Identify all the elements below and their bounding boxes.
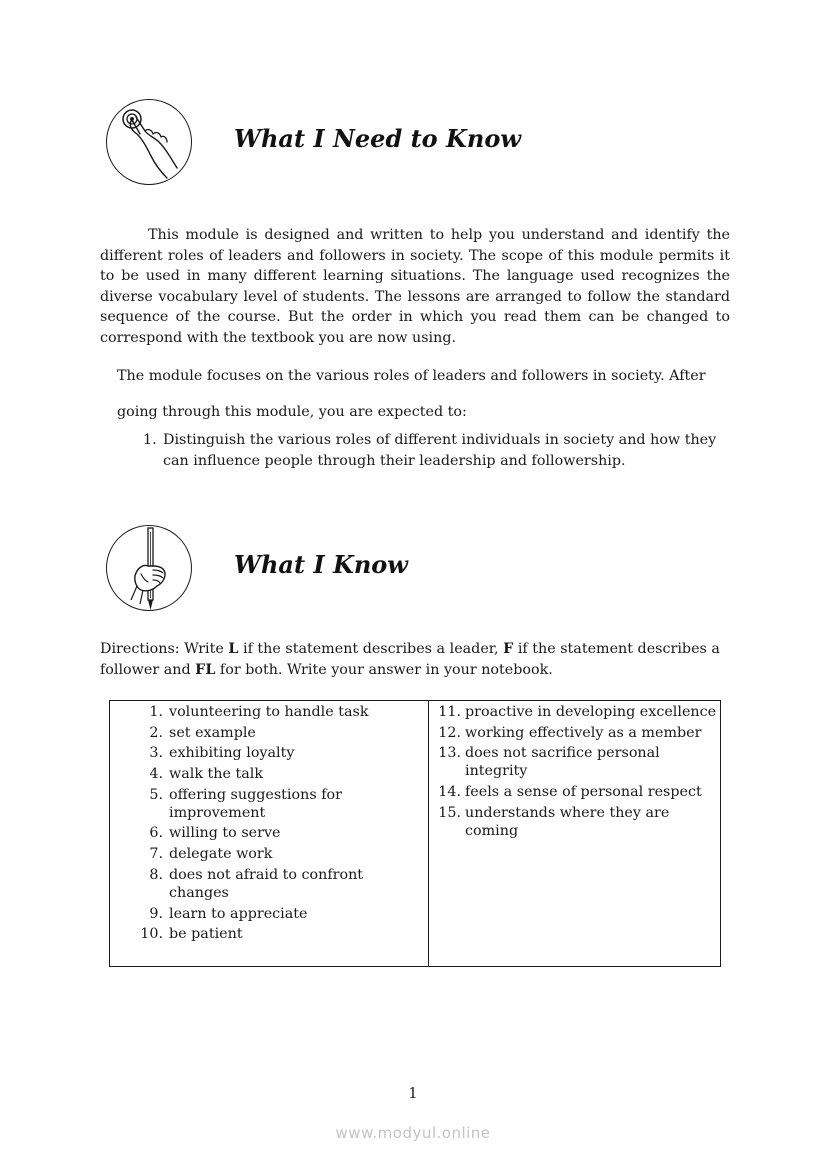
statements-list-right	[429, 703, 720, 840]
statement-number: 12.	[438, 724, 461, 741]
statements-table	[109, 700, 721, 967]
statement-number: 8.	[149, 866, 163, 883]
statement-item	[110, 703, 428, 721]
statement-number: 6.	[149, 825, 163, 842]
statement-item	[110, 724, 428, 742]
directions-prefix: Directions: Write	[100, 641, 229, 657]
code-follower: F	[503, 641, 514, 657]
statement-item	[110, 824, 428, 842]
statement-text: exhibiting loyalty	[169, 745, 295, 762]
objective-number: 1.	[143, 432, 157, 448]
statement-item	[110, 845, 428, 863]
intro-paragraph-text: This module is designed and written to help you understand and identify the different roles of leaders and followers in society. The scope of this module permits it to be used in many different learning situations. The language used recognizes the diverse vocabulary level of students. The lessons are arranged to follow the standard sequence of the course. But the order in which you read them can be changed to correspond with the textbook you are now using.	[100, 227, 730, 346]
statement-number: 2.	[149, 724, 163, 741]
statement-text: proactive in developing excellence	[465, 704, 717, 720]
statements-column-left	[110, 701, 429, 967]
watermark: www.modyul.online	[335, 1124, 491, 1142]
statements-column-right	[429, 701, 721, 967]
statement-text: working effectively as a member	[465, 724, 702, 741]
statement-number: 13.	[438, 745, 461, 762]
focus-line-1: The module focuses on the various roles of leaders and followers in society. After	[117, 368, 706, 384]
statement-item	[429, 783, 720, 801]
objective-text: Distinguish the various roles of different individuals in society and how they can influence people through their leadership and followership.	[163, 432, 717, 469]
statement-text: understands where they are coming	[465, 804, 670, 839]
statement-item	[429, 724, 720, 742]
statement-text: volunteering to handle task	[169, 704, 369, 720]
statement-number: 15.	[438, 804, 461, 821]
statement-text: willing to serve	[169, 825, 281, 842]
statement-item	[110, 765, 428, 783]
section-title-what-i-need-to-know: What I Need to Know	[234, 124, 522, 153]
directions-suffix: for both. Write your answer in your notebook.	[215, 661, 553, 678]
statement-text: learn to appreciate	[169, 905, 308, 922]
intro-paragraph	[100, 225, 730, 348]
statement-number: 3.	[149, 745, 163, 762]
focus-line-2: going through this module, you are expected to:	[117, 404, 467, 420]
statement-number: 11.	[438, 704, 461, 720]
statements-list-left	[110, 703, 428, 943]
statement-text: delegate work	[169, 846, 273, 863]
statement-number: 10.	[140, 926, 163, 943]
statement-item	[429, 703, 720, 721]
statement-item	[429, 804, 720, 840]
statement-item	[110, 744, 428, 762]
statement-item	[110, 866, 428, 902]
statement-number: 5.	[149, 786, 163, 803]
code-leader: L	[228, 641, 239, 657]
statement-item	[110, 905, 428, 923]
statement-item	[110, 925, 428, 943]
page-number: 1	[408, 1086, 418, 1102]
objective-item	[143, 430, 733, 471]
statement-number: 1.	[149, 704, 163, 720]
statement-text: feels a sense of personal respect	[465, 784, 702, 801]
pointing-hand-icon	[106, 99, 192, 185]
statement-number: 4.	[149, 766, 163, 783]
hand-holding-pencil-icon	[106, 525, 192, 611]
statement-number: 7.	[149, 846, 163, 863]
statement-text: set example	[169, 724, 256, 741]
directions	[100, 639, 730, 680]
statement-text: does not sacrifice personal integrity	[465, 745, 660, 780]
statement-item	[110, 786, 428, 822]
statement-text: be patient	[169, 926, 243, 943]
statement-number: 9.	[149, 905, 163, 922]
directions-mid2: if the statement describes a follower and	[100, 641, 720, 678]
section-title-what-i-know: What I Know	[234, 550, 408, 579]
directions-mid1: if the statement describes a leader,	[238, 641, 504, 657]
statement-text: offering suggestions for improvement	[169, 786, 342, 821]
statement-text: does not afraid to confront changes	[169, 866, 364, 901]
code-both: FL	[195, 661, 216, 678]
statement-text: walk the talk	[169, 766, 264, 783]
statement-item	[429, 744, 720, 780]
statement-number: 14.	[438, 784, 461, 801]
